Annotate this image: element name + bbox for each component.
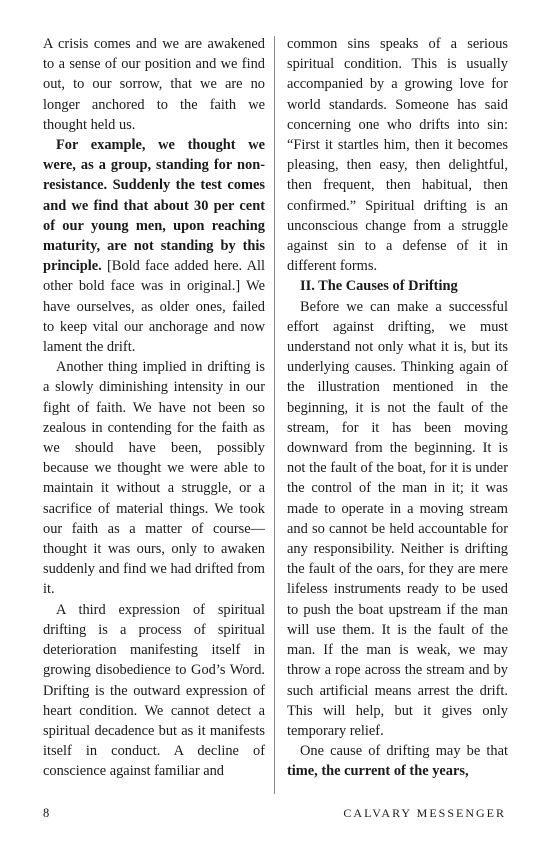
publication-name: CALVARY MESSENGER: [343, 806, 506, 820]
paragraph-text: One cause of drifting may be that: [300, 743, 508, 760]
bold-text: For example, we thought we were, as a group, standing for non-resistance. Suddenly the test comes and we find that about 30 per cent of our young men, upon reaching maturity, are not standing by this principle.: [43, 137, 265, 275]
paragraph: common sins speaks of a serious spiritual condition. This is usually accompanied by a growing love for world standards. Someone has said concerning one who drifts into sin: “First it startles him, then it becomes pleasing, then easy, then delightful, then frequent, then habitual, then confirmed.” Spiritual drifting is an unconscious change from a struggle against sin to a defense of it in different forms.: [287, 36, 508, 275]
section-heading: II. The Causes of Drifting: [300, 278, 458, 295]
paragraph: Another thing implied in drifting is a slowly diminishing intensity in our fight of faith. We have not been so zealous in contending for the faith as we should have been, possibly because we thought we were able to maintain it without a struggle, or a sacrifice of material things. We took our faith as a matter of course—thought it was ours, only to awaken suddenly and find we had drifted from it.: [43, 359, 265, 598]
paragraph: A crisis comes and we are awakened to a sense of our position and we find out, to our sorrow, that we are no longer anchored to the faith we thought held us.: [43, 36, 265, 133]
paragraph: [43, 135, 265, 357]
paragraph: A third expression of spiritual drifting is a process of spiritual deterioration manifesting itself in growing disobedience to God’s Word. Drifting is the outward expression of heart condition. We cannot detect a spiritual decadence but as it manifests itself in conduct. A decline of conscience against familiar and: [43, 601, 265, 780]
paragraph: [287, 741, 508, 781]
paragraph: Before we can make a successful effort against drifting, we must understand not only what it is, but its underlying causes. Thinking again of the illustration mentioned in the beginning, it is not the fault of the stream, for it has been moving downward from the beginning. It is not the fault of the boat, for it is under the control of the man in it; it was made to operate in a moving stream and so cannot be held accountable for any responsibility. Neither is drifting the fault of the oars, for they are mere lifeless instruments ready to be used to push the boat upstream if the man will use them. It is the fault of the man. If the man is weak, we may throw a rope across the stream and by such artificial means arrest the drift. This will help, but it gives only temporary relief.: [287, 298, 508, 739]
paragraph-text: [Bold face added here. All other bold face was in original.] We have ourselves, as older ones, failed to keep vital our anchorage and now lament the drift.: [43, 258, 265, 356]
page-number: 8: [43, 806, 50, 820]
bold-text: time, the current of the years,: [287, 763, 469, 780]
left-column: [43, 34, 265, 782]
right-column: [287, 34, 508, 782]
column-divider: [274, 36, 275, 794]
